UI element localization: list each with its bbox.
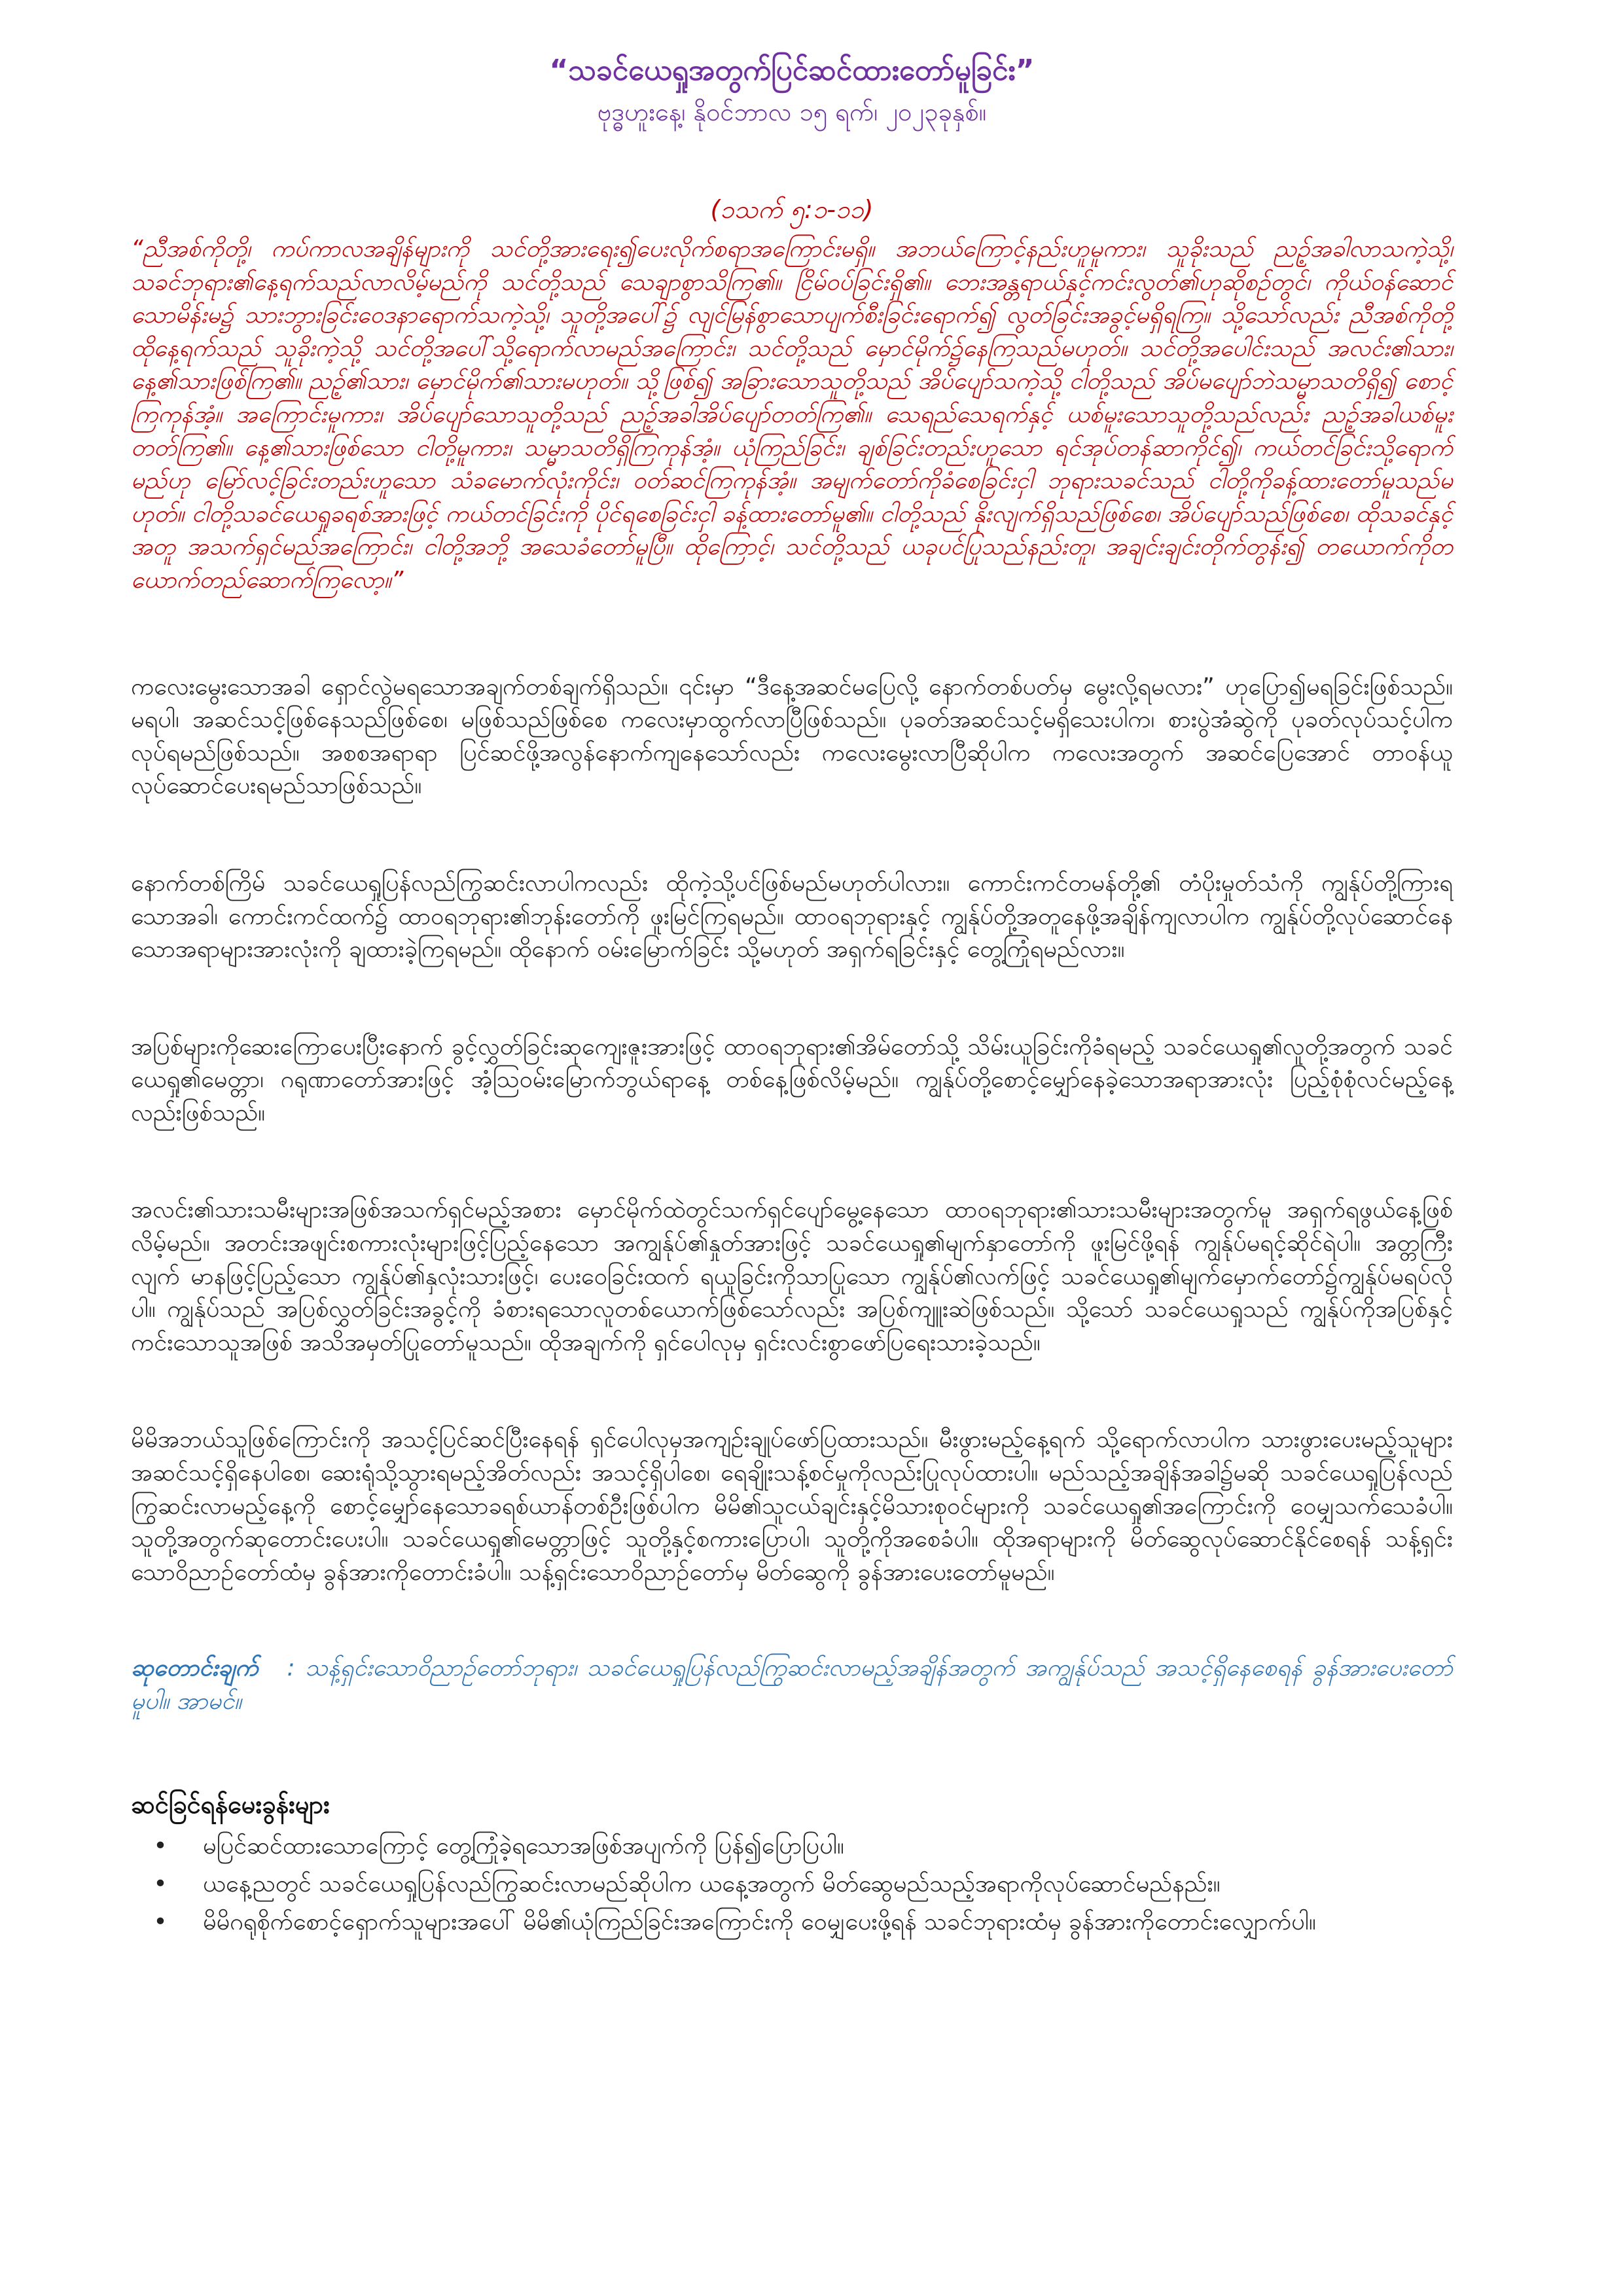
page-title: “သခင်ယေရှုအတွက်ပြင်ဆင်ထားတော်မူခြင်း” [549,54,1035,87]
prayer-label: ဆုတောင်းချက် [131,1655,259,1682]
bullet-icon: • [153,1908,168,1935]
paragraph-4: အလင်း၏သားသမီးများအဖြစ်အသက်ရှင်မည့်အစား မှောင်မိုက်ထဲတွင်သက်ရှင်ပျော်မွေ့နေသော ထာဝရဘုရား၏သားသမီးများအတွက်မူ အရှက်ရဖွယ်နေ့ဖြစ်လိမ့်မည်။ အတင်းအဖျင်းစကားလုံးများဖြင့်ပြည့်နေသော အကျွန်ုပ်၏နှုတ်အားဖြင့် သခင်ယေရှု၏မျက်နှာတော်ကို ဖူးမြင်ဖို့ရန် ကျွန်ုပ်မရင့်ဆိုင်ရဲပါ။ အတ္တကြီးလျက် မာနဖြင့်ပြည့်သော ကျွန်ုပ်၏နှလုံးသားဖြင့်၊ ပေးဝေခြင်းထက် ရယူခြင်းကိုသာပြုသော ကျွန်ုပ်၏လက်ဖြင့် သခင်ယေရှု၏မျက်မှောက်တော်၌ကျွန်ုပ်မရပ်လိုပါ။ ကျွန်ုပ်သည် အပြစ်လွှတ်ခြင်းအခွင့်ကို ခံစားရသောလူတစ်ယောက်ဖြစ်သော်လည်း အပြစ်ကျူးဆဲဖြစ်သည်။ သို့သော် သခင်ယေရှုသည် ကျွန်ုပ်ကိုအပြစ်နှင့်ကင်းသောသူအဖြစ် အသိအမှတ်ပြုတော်မူသည်။ ထိုအချက်ကို ရှင်ပေါလုမှ ရှင်းလင်းစွာဖော်ပြရေးသားခဲ့သည်။ [131,1196,1453,1356]
paragraph-3: အပြစ်များကိုဆေးကြောပေးပြီးနောက် ခွင့်လွှတ်ခြင်းဆုကျေးဇူးအားဖြင့် ထာဝရဘုရား၏အိမ်တော်သို့ သိမ်းယူခြင်းကိုခံရမည့် သခင်ယေရှု၏လူတို့အတွက် သခင်ယေရှု၏မေတ္တာ၊ ဂရုဏာတော်အားဖြင့် အံ့သြဝမ်းမြောက်ဘွယ်ရာနေ့ တစ်နေ့ဖြစ်လိမ့်မည်။ ကျွန်ုပ်တို့စောင့်မျှော်နေခဲ့သောအရာအားလုံး ပြည့်စုံစုံလင်မည့်နေ့လည်းဖြစ်သည်။ [131,1033,1453,1126]
bullet-icon: • [153,1870,168,1897]
paragraph-1: ကလေးမွေးသောအခါ ရှောင်လွဲမရသောအချက်တစ်ချက်ရှိသည်။ ၎င်းမှာ “ဒီနေ့အဆင်မပြေလို့ နောက်တစ်ပတ်မှ မွေးလို့ရမလား” ဟုပြော၍မရခြင်းဖြစ်သည်။ မရပါ၊ အဆင်သင့်ဖြစ်နေသည်ဖြစ်စေ၊ မဖြစ်သည်ဖြစ်စေ ကလေးမှာထွက်လာပြီဖြစ်သည်။ ပုခတ်အဆင်သင့်မရှိသေးပါက၊ စားပွဲအံဆွဲကို ပုခတ်လုပ်သင့်ပါက လုပ်ရမည်ဖြစ်သည်။ အစစအရာရာ ပြင်ဆင်ဖို့အလွန်နောက်ကျနေသော်လည်း ကလေးမွေးလာပြီဆိုပါက ကလေးအတွက် အဆင်ပြေအောင် တာဝန်ယူလုပ်ဆောင်ပေးရမည်သာဖြစ်သည်။ [131,673,1453,800]
question-text: မိမိဂရုစိုက်စောင့်ရှောက်သူများအပေါ် မိမိ၏ယုံကြည်ခြင်းအကြောင်းကို ဝေမျှပေးဖို့ရန် သခင်ဘုရားထံမှ ခွန်အားကိုတောင်းလျှောက်ပါ။ [203,1908,1316,1935]
scripture-reference: (၁သက် ၅:၁-၁၁) [710,195,874,224]
paragraph-2: နောက်တစ်ကြိမ် သခင်ယေရှုပြန်လည်ကြွဆင်းလာပါကလည်း ထိုကဲ့သို့ပင်ဖြစ်မည်မဟုတ်ပါလား။ ကောင်းကင်တမန်တို့၏ တံပိုးမှုတ်သံကို ကျွန်ုပ်တို့ကြားရသောအခါ၊ ကောင်းကင်ထက်၌ ထာဝရဘုရား၏ဘုန်းတော်ကို ဖူးမြင်ကြရမည်။ ထာဝရဘုရားနှင့် ကျွန်ုပ်တို့အတူနေဖို့အချိန်ကျလာပါက ကျွန်ုပ်တို့လုပ်ဆောင်နေသောအရာများအားလုံးကို ချထားခဲ့ကြရမည်။ ထိုနောက် ဝမ်းမြောက်ခြင်း သို့မဟုတ် အရှက်ရခြင်းနှင့် တွေ့ကြုံရမည်လား။ [131,869,1453,963]
scripture-text: “ညီအစ်ကိုတို့၊ ကပ်ကာလအချိန်များကို သင်တို့အားရေး၍ပေးလိုက်စရာအကြောင်းမရှိ။ အဘယ်ကြောင့်နည်းဟူမူကား၊ သူခိုးသည် ညဥ့်အခါလာသကဲ့သို့၊ သခင်ဘုရား၏နေ့ရက်သည်လာလိမ့်မည်ကို သင်တို့သည် သေချာစွာသိကြ၏။ ငြိမ်ဝပ်ခြင်းရှိ၏။ ဘေးအန္တရာယ်နှင့်ကင်းလွတ်၏ဟုဆိုစဉ်တွင်၊ ကိုယ်ဝန်ဆောင်သောမိန်းမ၌ သားဘွားခြင်းဝေဒနာရောက်သကဲ့သို့၊ သူတို့အပေါ်၌ လျင်မြန်စွာသောပျက်စီးခြင်းရောက်၍ လွတ်ခြင်းအခွင့်မရှိရကြ။ သို့သော်လည်း ညီအစ်ကိုတို့ ထိုနေ့ရက်သည် သူခိုးကဲ့သို့ သင်တို့အပေါ်သို့ရောက်လာမည်အကြောင်း၊ သင်တို့သည် မှောင်မိုက်၌နေကြသည်မဟုတ်။ သင်တို့အပေါင်းသည် အလင်း၏သား၊ နေ့၏သားဖြစ်ကြ၏။ ညဥ့်၏သား၊ မှောင်မိုက်၏သားမဟုတ်။ သို့ဖြစ်၍ အခြားသောသူတို့သည် အိပ်ပျော်သကဲ့သို့ ငါတို့သည် အိပ်မပျော်ဘဲသမ္မာသတိရှိ၍ စောင့်ကြကုန်အံ့။ အကြောင်းမူကား၊ အိပ်ပျော်သောသူတို့သည် ညဥ့်အခါအိပ်ပျော်တတ်ကြ၏။ သေရည်သေရက်နှင့် ယစ်မူးသောသူတို့သည်လည်း ညဥ့်အခါယစ်မူးတတ်ကြ၏။ နေ့၏သားဖြစ်သော ငါတို့မူကား၊ သမ္မာသတိရှိကြကုန်အံ့။ ယုံကြည်ခြင်း၊ ချစ်ခြင်းတည်းဟူသော ရင်အုပ်တန်ဆာကိုင်၍၊ ကယ်တင်ခြင်းသို့ရောက်မည်ဟု မြော်လင့်ခြင်းတည်းဟူသော သံခမောက်လုံးကိုင်း၊ ဝတ်ဆင်ကြကုန်အံ့။ အမျက်တော်ကိုခံစေခြင်းငှါ ဘုရားသခင်သည် ငါတို့ကိုခန့်ထားတော်မူသည်မဟုတ်။ ငါတို့သခင်ယေရှုခရစ်အားဖြင့် ကယ်တင်ခြင်းကို ပိုင်ရစေခြင်းငှါ ခန့်ထားတော်မူ၏။ ငါတို့သည် နိုးလျက်ရှိသည်ဖြစ်စေ၊ အိပ်ပျော်သည်ဖြစ်စေ၊ ထိုသခင်နှင့်အတူ အသက်ရှင်မည်အကြောင်း၊ ငါတို့အဘို့ အသေခံတော်မူပြီ။ ထိုကြောင့်၊ သင်တို့သည် ယခုပင်ပြုသည်နည်းတူ၊ အချင်းချင်းတိုက်တွန်း၍ တယောက်ကိုတယောက်တည်ဆောက်ကြလော့။” [131,236,1453,594]
list-item [153,1827,1453,1865]
list-item [153,1865,1453,1903]
question-text: ယနေ့ညတွင် သခင်ယေရှုပြန်လည်ကြွဆင်းလာမည်ဆိုပါက ယနေ့အတွက် မိတ်ဆွေမည်သည့်အရာကိုလုပ်ဆောင်မည်နည်း။ [203,1870,1221,1897]
bullet-icon: • [153,1832,168,1859]
questions-list [131,1827,1453,1941]
prayer-text: : သန့်ရှင်းသောဝိညာဉ်တော်ဘုရား၊ သခင်ယေရှုပြန်လည်ကြွဆင်းလာမည့်အချိန်အတွက် အကျွန်ုပ်သည် အသင့်ရှိနေစေရန် ခွန်အားပေးတော်မူပါ။ အာမင်။ [131,1655,1453,1715]
date-line: ဗုဒ္ဓဟူးနေ့၊ နိုဝင်ဘာလ ၁၅ ရက်၊ ၂၀၂၃ခုနှစ်။ [597,98,987,126]
list-item [153,1903,1453,1941]
header [131,0,1453,130]
question-text: မပြင်ဆင်ထားသောကြောင့် တွေ့ကြုံခဲ့ရသောအဖြစ်အပျက်ကို ပြန်၍ပြောပြပါ။ [203,1832,844,1859]
paragraph-5: မိမိအဘယ်သူဖြစ်ကြောင်းကို အသင့်ပြင်ဆင်ပြီးနေရန် ရှင်ပေါလုမှအကျဉ်းချုပ်ဖော်ပြထားသည်။ မီးဖွားမည့်နေ့ရက် သို့ရောက်လာပါက သားဖွားပေးမည့်သူများအဆင်သင့်ရှိနေပါစေ၊ ဆေးရုံသို့သွားရမည့်အိတ်လည်း အသင့်ရှိပါစေ၊ ရေချိုးသန့်စင်မှုကိုလည်းပြုလုပ်ထားပါ။ မည်သည့်အချိန်အခါ၌မဆို သခင်ယေရှုပြန်လည်ကြွဆင်းလာမည့်နေ့ကို စောင့်မျှော်နေသောခရစ်ယာန်တစ်ဦးဖြစ်ပါက မိမိ၏သူငယ်ချင်းနှင့်မိသားစုဝင်များကို သခင်ယေရှု၏အကြောင်းကို ဝေမျှသက်သေခံပါ။ သူတို့အတွက်ဆုတောင်းပေးပါ။ သခင်ယေရှု၏မေတ္တာဖြင့် သူတို့နှင့်စကားပြောပါ၊ သူတို့ကိုအစေခံပါ။ ထိုအရာများကို မိတ်ဆွေလုပ်ဆောင်နိုင်စေရန် သန့်ရှင်းသောဝိညာဉ်တော်ထံမှ ခွန်အားကိုတောင်းခံပါ။ သန့်ရှင်းသောဝိညာဉ်တော်မှ မိတ်ဆွေကို ခွန်အားပေးတော်မူမည်။ [131,1426,1453,1586]
questions-heading: ဆင်ခြင်ရန်မေးခွန်းများ [131,1789,330,1819]
prayer [131,1652,1453,1718]
